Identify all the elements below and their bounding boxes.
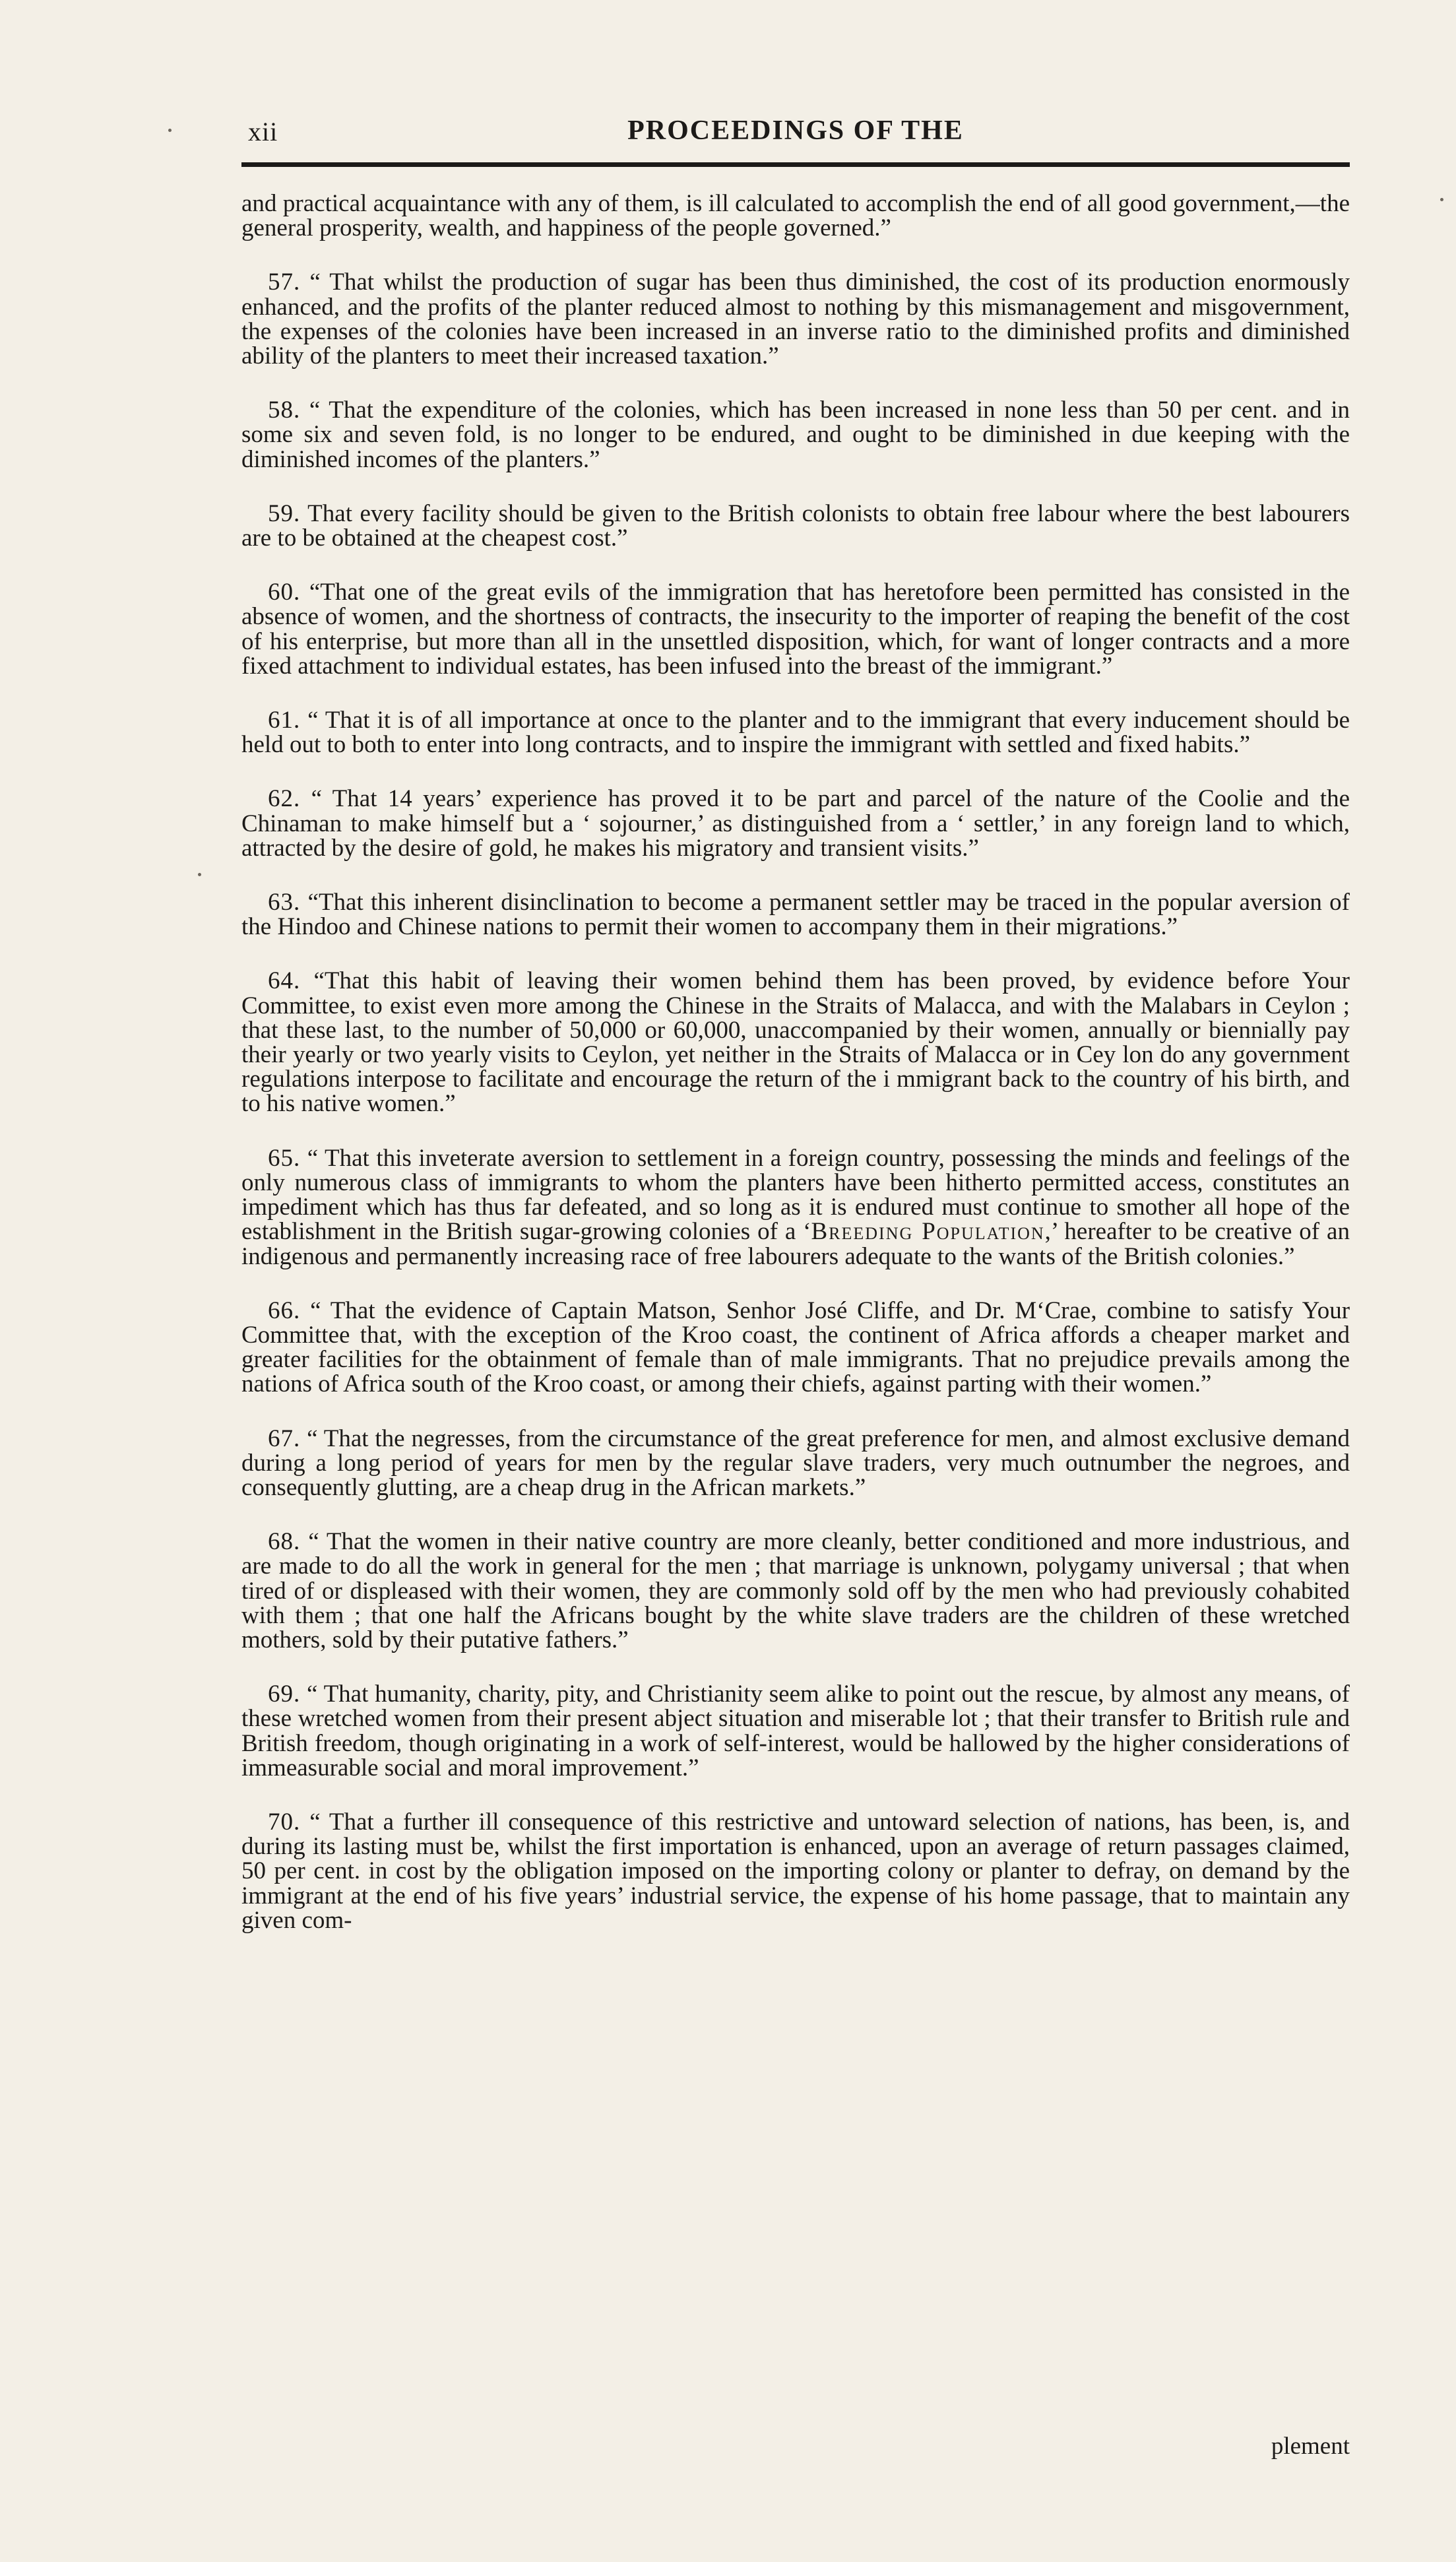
paragraph-text: and practical acquaintance with any of them, is ill calculated to accomplish the end of all good government,—the general prosperity, wealth, and happiness of the people governed.” bbox=[241, 190, 1350, 242]
paragraph-text: “That this habit of leaving their women behind them has been proved, by evidence before Your Committee, to exist even more among the Chinese in the Straits of Malacca, and with the Malabars in Ceylon ; that these last, to the number of 50,000 or 60,000, unaccompanied by their women, annually or biennially pay their yearly or two yearly visits to Ceylon, yet neither in the Straits of Malacca or in Cey lon do any government regulations interpose to facilitate and encourage the return of the i mmigrant back to the country of his birth, and to his native women.” bbox=[241, 967, 1350, 1118]
header-rule bbox=[241, 162, 1350, 167]
paragraph-68 bbox=[241, 1529, 1350, 1652]
paragraph-57 bbox=[241, 270, 1350, 368]
small-caps-phrase: Breeding Population bbox=[811, 1218, 1045, 1246]
paragraph-text: “ That it is of all importance at once to the planter and to the immigrant that every inducement should be held out to both to enter into long contracts, and to inspire the immigrant with settled and fixed habits.” bbox=[241, 707, 1350, 759]
paragraph-number: 64. bbox=[268, 967, 301, 995]
paragraph-text: “ That the negresses, from the circumstance of the great preference for men, and almost exclusive demand during a long period of years for men by the regular slave traders, very much outnumber the negroes, and consequently glutting, are a cheap drug in the African markets.” bbox=[241, 1425, 1350, 1501]
paragraph-text: “ That this inveterate aversion to settlement in a foreign country, possessing the minds and feelings of the only numerous class of immigrants to whom the planters have been hitherto permitted access, constitutes an impediment which has thus far defeated, and so long as it is endured must continue to smother all hope of the establishment in the British sugar-growing colonies of a ‘ bbox=[241, 1144, 1350, 1246]
paragraph-text: That every facility should be given to the British colonists to obtain free labour where the best labourers are to be obtained at the cheapest cost.” bbox=[241, 499, 1350, 552]
paper-speck bbox=[168, 129, 172, 132]
paragraph-text: “ That the expenditure of the colonies, which has been increased in none less than 50 per cent. and in some six and seven fold, is no longer to be endured, and ought to be diminished in due keeping with the diminished incomes of the planters.” bbox=[241, 397, 1350, 473]
paragraph-number: 69. bbox=[268, 1681, 301, 1708]
paragraph-text: “ That the evidence of Captain Matson, Senhor José Cliffe, and Dr. M‘Crae, combine to satisfy Your Committee that, with the exception of the Kroo coast, the continent of Africa affords a cheaper market and greater facilities for the obtainment of female than of male immigrants. That no prejudice prevails among the nations of Africa south of the Kroo coast, or among their chiefs, against parting with their women.” bbox=[241, 1297, 1350, 1398]
paragraph-59 bbox=[241, 501, 1350, 550]
paragraph-continued bbox=[241, 191, 1350, 240]
paragraph-number: 60. bbox=[268, 579, 301, 606]
paragraph-number: 62. bbox=[268, 785, 301, 813]
paragraph-70 bbox=[241, 1810, 1350, 1933]
paragraph-number: 59. bbox=[268, 499, 301, 527]
page-number: xii bbox=[248, 117, 278, 146]
paragraph-65 bbox=[241, 1146, 1350, 1269]
paragraph-text: “ That a further ill consequence of this restrictive and untoward selection of nations, has been, is, and during its lasting must be, whilst the first importation is enhanced, upon an average of return passages claimed, 50 per cent. in cost by the obligation imposed on the importing colony or planter to defray, on demand by the immigrant at the end of his five years’ industrial service, the expense of his home passage, that to maintain any given com- bbox=[241, 1808, 1350, 1934]
catchword: plement bbox=[1271, 2433, 1350, 2460]
paragraph-number: 57. bbox=[268, 269, 301, 296]
paragraph-62 bbox=[241, 786, 1350, 860]
paragraph-text: “ That humanity, charity, pity, and Christianity seem alike to point out the rescue, by almost any means, of these wretched women from their present abject situation and miserable lot ; that their transfer to British rule and British freedom, though originating in a work of self-interest, would be hallowed by the higher considerations of immeasurable social and moral improvement.” bbox=[241, 1681, 1350, 1781]
page-header bbox=[241, 111, 1350, 150]
paragraph-text: “That this inherent disinclination to become a permanent settler may be traced in the popular aversion of the Hindoo and Chinese nations to permit their women to accompany them in their migrations.” bbox=[241, 889, 1350, 941]
running-title: PROCEEDINGS OF THE bbox=[627, 115, 964, 146]
paragraph-number: 58. bbox=[268, 397, 301, 424]
paragraph-60 bbox=[241, 580, 1350, 678]
paragraph-63 bbox=[241, 890, 1350, 939]
paragraph-69 bbox=[241, 1682, 1350, 1780]
paragraph-number: 66. bbox=[268, 1297, 301, 1324]
paragraph-number: 61. bbox=[268, 707, 301, 734]
body-text bbox=[241, 191, 1350, 1952]
paragraph-text-continued: ,’ hereafter to be creative of an indigenous and permanently increasing race of free labourers adequate to the wants of the British colonies.” bbox=[241, 1218, 1350, 1270]
paragraph-58 bbox=[241, 398, 1350, 472]
paragraph-64 bbox=[241, 969, 1350, 1116]
paragraph-number: 65. bbox=[268, 1144, 301, 1172]
paragraph-number: 67. bbox=[268, 1425, 301, 1452]
paragraph-number: 68. bbox=[268, 1528, 301, 1556]
paragraph-text: “That one of the great evils of the immigration that has heretofore been permitted has consisted in the absence of women, and the shortness of contracts, the insecurity to the importer of reaping the benefit of the cost of his enterprise, but more than all in the unsettled disposition, which, for want of longer contracts and a more fixed attachment to individual estates, has been infused into the breast of the immigrant.” bbox=[241, 579, 1350, 680]
paper-speck bbox=[1440, 198, 1443, 201]
paragraph-text: “ That 14 years’ experience has proved it to be part and parcel of the nature of the Coolie and the Chinaman to make himself but a ‘ sojourner,’ as distinguished from a ‘ settler,’ in any foreign land to which, attracted by the desire of gold, he makes his migratory and transient visits.” bbox=[241, 785, 1350, 862]
paragraph-number: 63. bbox=[268, 889, 301, 916]
paragraph-61 bbox=[241, 708, 1350, 757]
paragraph-text: “ That the women in their native country are more cleanly, better conditioned and more industrious, and are made to do all the work in general for the men ; that marriage is unknown, polygamy universal ; that when tired of or displeased with their women, they are commonly sold off by the men who had previously cohabited with them ; that one half the Africans bought by the white slave traders are the children of these wretched mothers, sold by their putative fathers.” bbox=[241, 1528, 1350, 1653]
paper-speck bbox=[198, 873, 201, 876]
paragraph-66 bbox=[241, 1298, 1350, 1397]
paragraph-67 bbox=[241, 1426, 1350, 1500]
paragraph-text: “ That whilst the production of sugar has been thus diminished, the cost of its production enormously enhanced, and the profits of the planter reduced almost to nothing by this mismanagement and misgovernment, the expenses of the colonies have been increased in an inverse ratio to the diminished profits and diminished ability of the planters to meet their increased taxation.” bbox=[241, 269, 1350, 370]
paragraph-number: 70. bbox=[268, 1808, 301, 1836]
